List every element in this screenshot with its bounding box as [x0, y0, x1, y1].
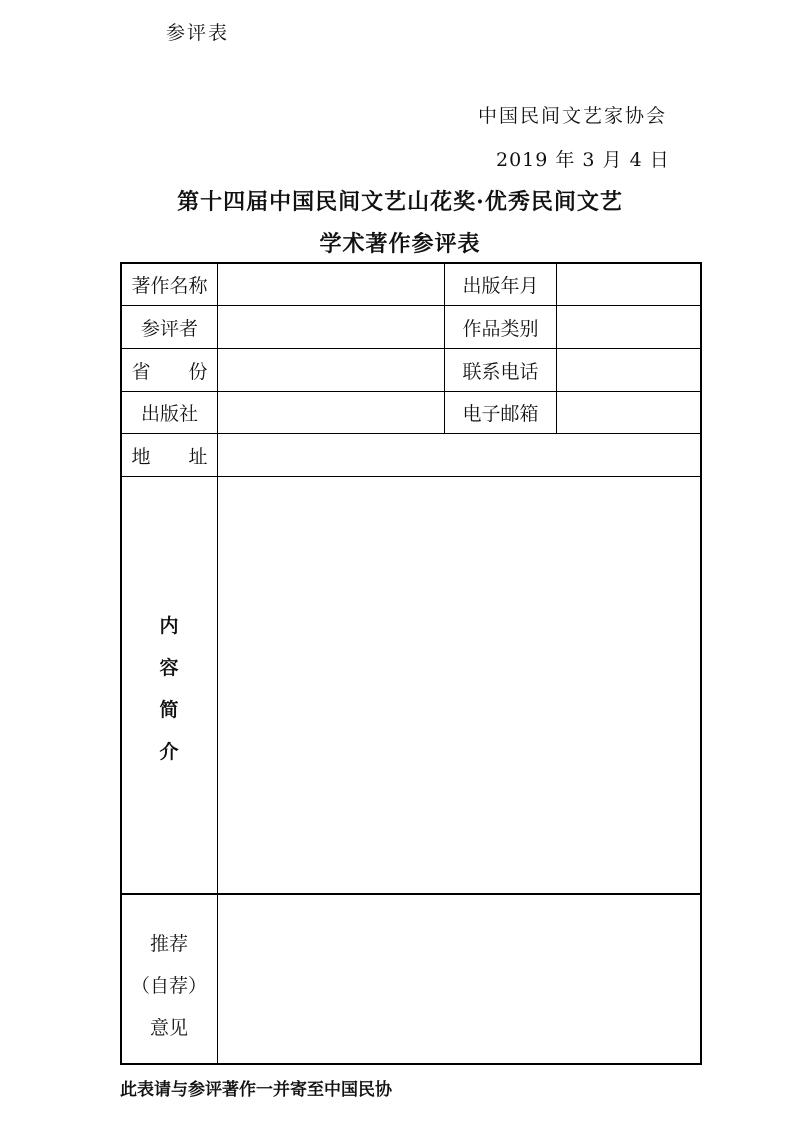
- label-content-summary-char: 容: [159, 657, 179, 679]
- label-content-summary: [121, 605, 217, 773]
- form-title-line-2: 学术著作参评表: [319, 231, 481, 257]
- label-content-summary-char: 介: [159, 741, 179, 763]
- form-header-label: 参评表: [166, 22, 230, 44]
- label-recommendation-line: 推荐: [149, 933, 188, 955]
- label-content-summary-char: 内: [159, 615, 179, 637]
- label-province: 省 份: [131, 360, 208, 383]
- label-phone: 联系电话: [462, 360, 539, 383]
- label-address: 地 址: [131, 445, 208, 468]
- field-address[interactable]: [218, 434, 700, 476]
- label-work-category: 作品类别: [462, 317, 539, 340]
- field-publisher[interactable]: [218, 392, 444, 433]
- label-email: 电子邮箱: [462, 403, 539, 425]
- field-province[interactable]: [218, 349, 444, 391]
- field-participant[interactable]: [218, 306, 444, 348]
- footer-note: 此表请与参评著作一并寄至中国民协: [120, 1080, 392, 1100]
- form-title-line-1: 第十四届中国民间文艺山花奖·优秀民间文艺: [177, 189, 623, 215]
- label-content-summary-char: 简: [159, 699, 179, 721]
- issue-date: 2019 年 3 月 4 日: [496, 149, 670, 171]
- organization-name: 中国民间文艺家协会: [478, 105, 668, 127]
- label-publish-date: 出版年月: [462, 275, 539, 297]
- field-recommendation[interactable]: [218, 895, 700, 1063]
- field-email[interactable]: [557, 392, 700, 433]
- label-publisher: 出版社: [140, 403, 198, 425]
- field-content-summary[interactable]: [218, 477, 700, 893]
- label-participant: 参评者: [140, 317, 198, 340]
- field-phone[interactable]: [557, 349, 700, 391]
- label-book-title: 著作名称: [131, 275, 208, 297]
- field-publish-date[interactable]: [557, 264, 700, 305]
- label-recommendation-line: 意见: [149, 1017, 188, 1039]
- label-recommendation-line: （自荐）: [130, 975, 207, 997]
- label-recommendation: [121, 923, 217, 1049]
- field-book-title[interactable]: [218, 264, 444, 305]
- field-work-category[interactable]: [557, 306, 700, 348]
